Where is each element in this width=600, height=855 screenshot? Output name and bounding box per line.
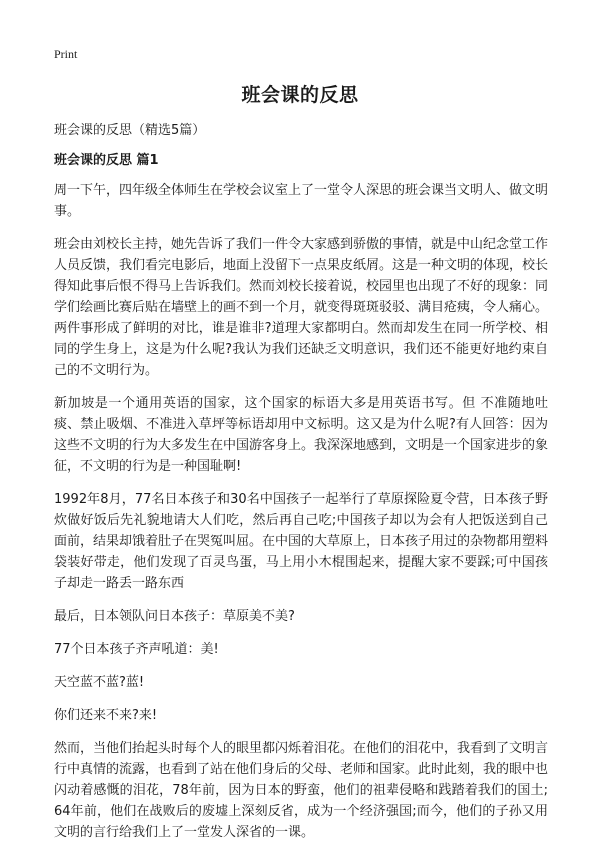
paragraph: 最后，日本领队问日本孩子：草原美不美? xyxy=(54,609,295,624)
paragraph: 然而，当他们抬起头时每个人的眼里都闪烁着泪花。在他们的泪花中，我看到了文明言行中真情的流露，也看到了站在他们身后的父母、老师和国家。此时此刻，我的眼中也闪动着感慨的泪花，78年前，因为日本的野蛮，他们的祖辈侵略和践踏着我们的国土;64年前，他们在战败后的废墟上深刻反省，成为一个经济强国;而今，他们的子孙又用文明的言行给我们上了一堂发人深省的一课。 xyxy=(54,741,549,840)
paragraph: 周一下午，四年级全体师生在学校会议室上了一堂令人深思的班会课当文明人、做文明事。 xyxy=(54,183,549,219)
paragraph: 天空蓝不蓝?蓝! xyxy=(54,675,145,690)
print-label: Print xyxy=(54,47,78,61)
paragraph: 你们还来不来?来! xyxy=(54,708,158,723)
document-title: 班会课的反思 xyxy=(241,84,359,106)
section-heading: 班会课的反思 篇1 xyxy=(54,153,159,168)
paragraph: 1992年8月，77名日本孩子和30名中国孩子一起举行了草原探险夏令营，日本孩子野炊做好饭后先礼貌地请大人们吃，然后再自己吃;中国孩子却以为会有人把饭送到自己面前，结果却饿着肚子在哭冤叫屈。在中国的大草原上，日本孩子用过的杂物都用塑料袋装好带走，他们发现了百灵鸟蛋，马上用小木棍围起来，提醒大家不要踩;可中国孩子却走一路丢一路东西 xyxy=(54,492,549,591)
document-body xyxy=(54,180,548,855)
paragraph: 新加坡是一个通用英语的国家，这个国家的标语大多是用英语书写。但 不准随地吐痰、禁止吸烟、不准进入草坪等标语却用中文标明。这又是为什么呢?有人回答：因为这些不文明的行为大多发生在中国游客身上。我深深地感到，文明是一个国家进步的象征，不文明的行为是一种国耻啊! xyxy=(54,396,549,474)
paragraph: 77个日本孩子齐声吼道：美! xyxy=(54,642,219,657)
paragraph: 班会由刘校长主持，她先告诉了我们一件令大家感到骄傲的事情，就是中山纪念堂工作人员反馈，我们看完电影后，地面上没留下一点果皮纸屑。这是一种文明的体现，校长得知此事后恨不得马上告诉我们。然而刘校长接着说，校园里也出现了不好的现象：同学们绘画比赛后贴在墙壁上的画不到一个月，就变得斑斑驳驳、满目疮痍，令人痛心。两件事形成了鲜明的对比，谁是谁非?道理大家都明白。然而却发生在同一所学校、相同的学生身上，这是为什么呢?我认为我们还缺乏文明意识，我们还不能更好地约束自己的不文明行为。 xyxy=(54,237,549,378)
document-subtitle: 班会课的反思（精选5篇） xyxy=(54,123,206,138)
